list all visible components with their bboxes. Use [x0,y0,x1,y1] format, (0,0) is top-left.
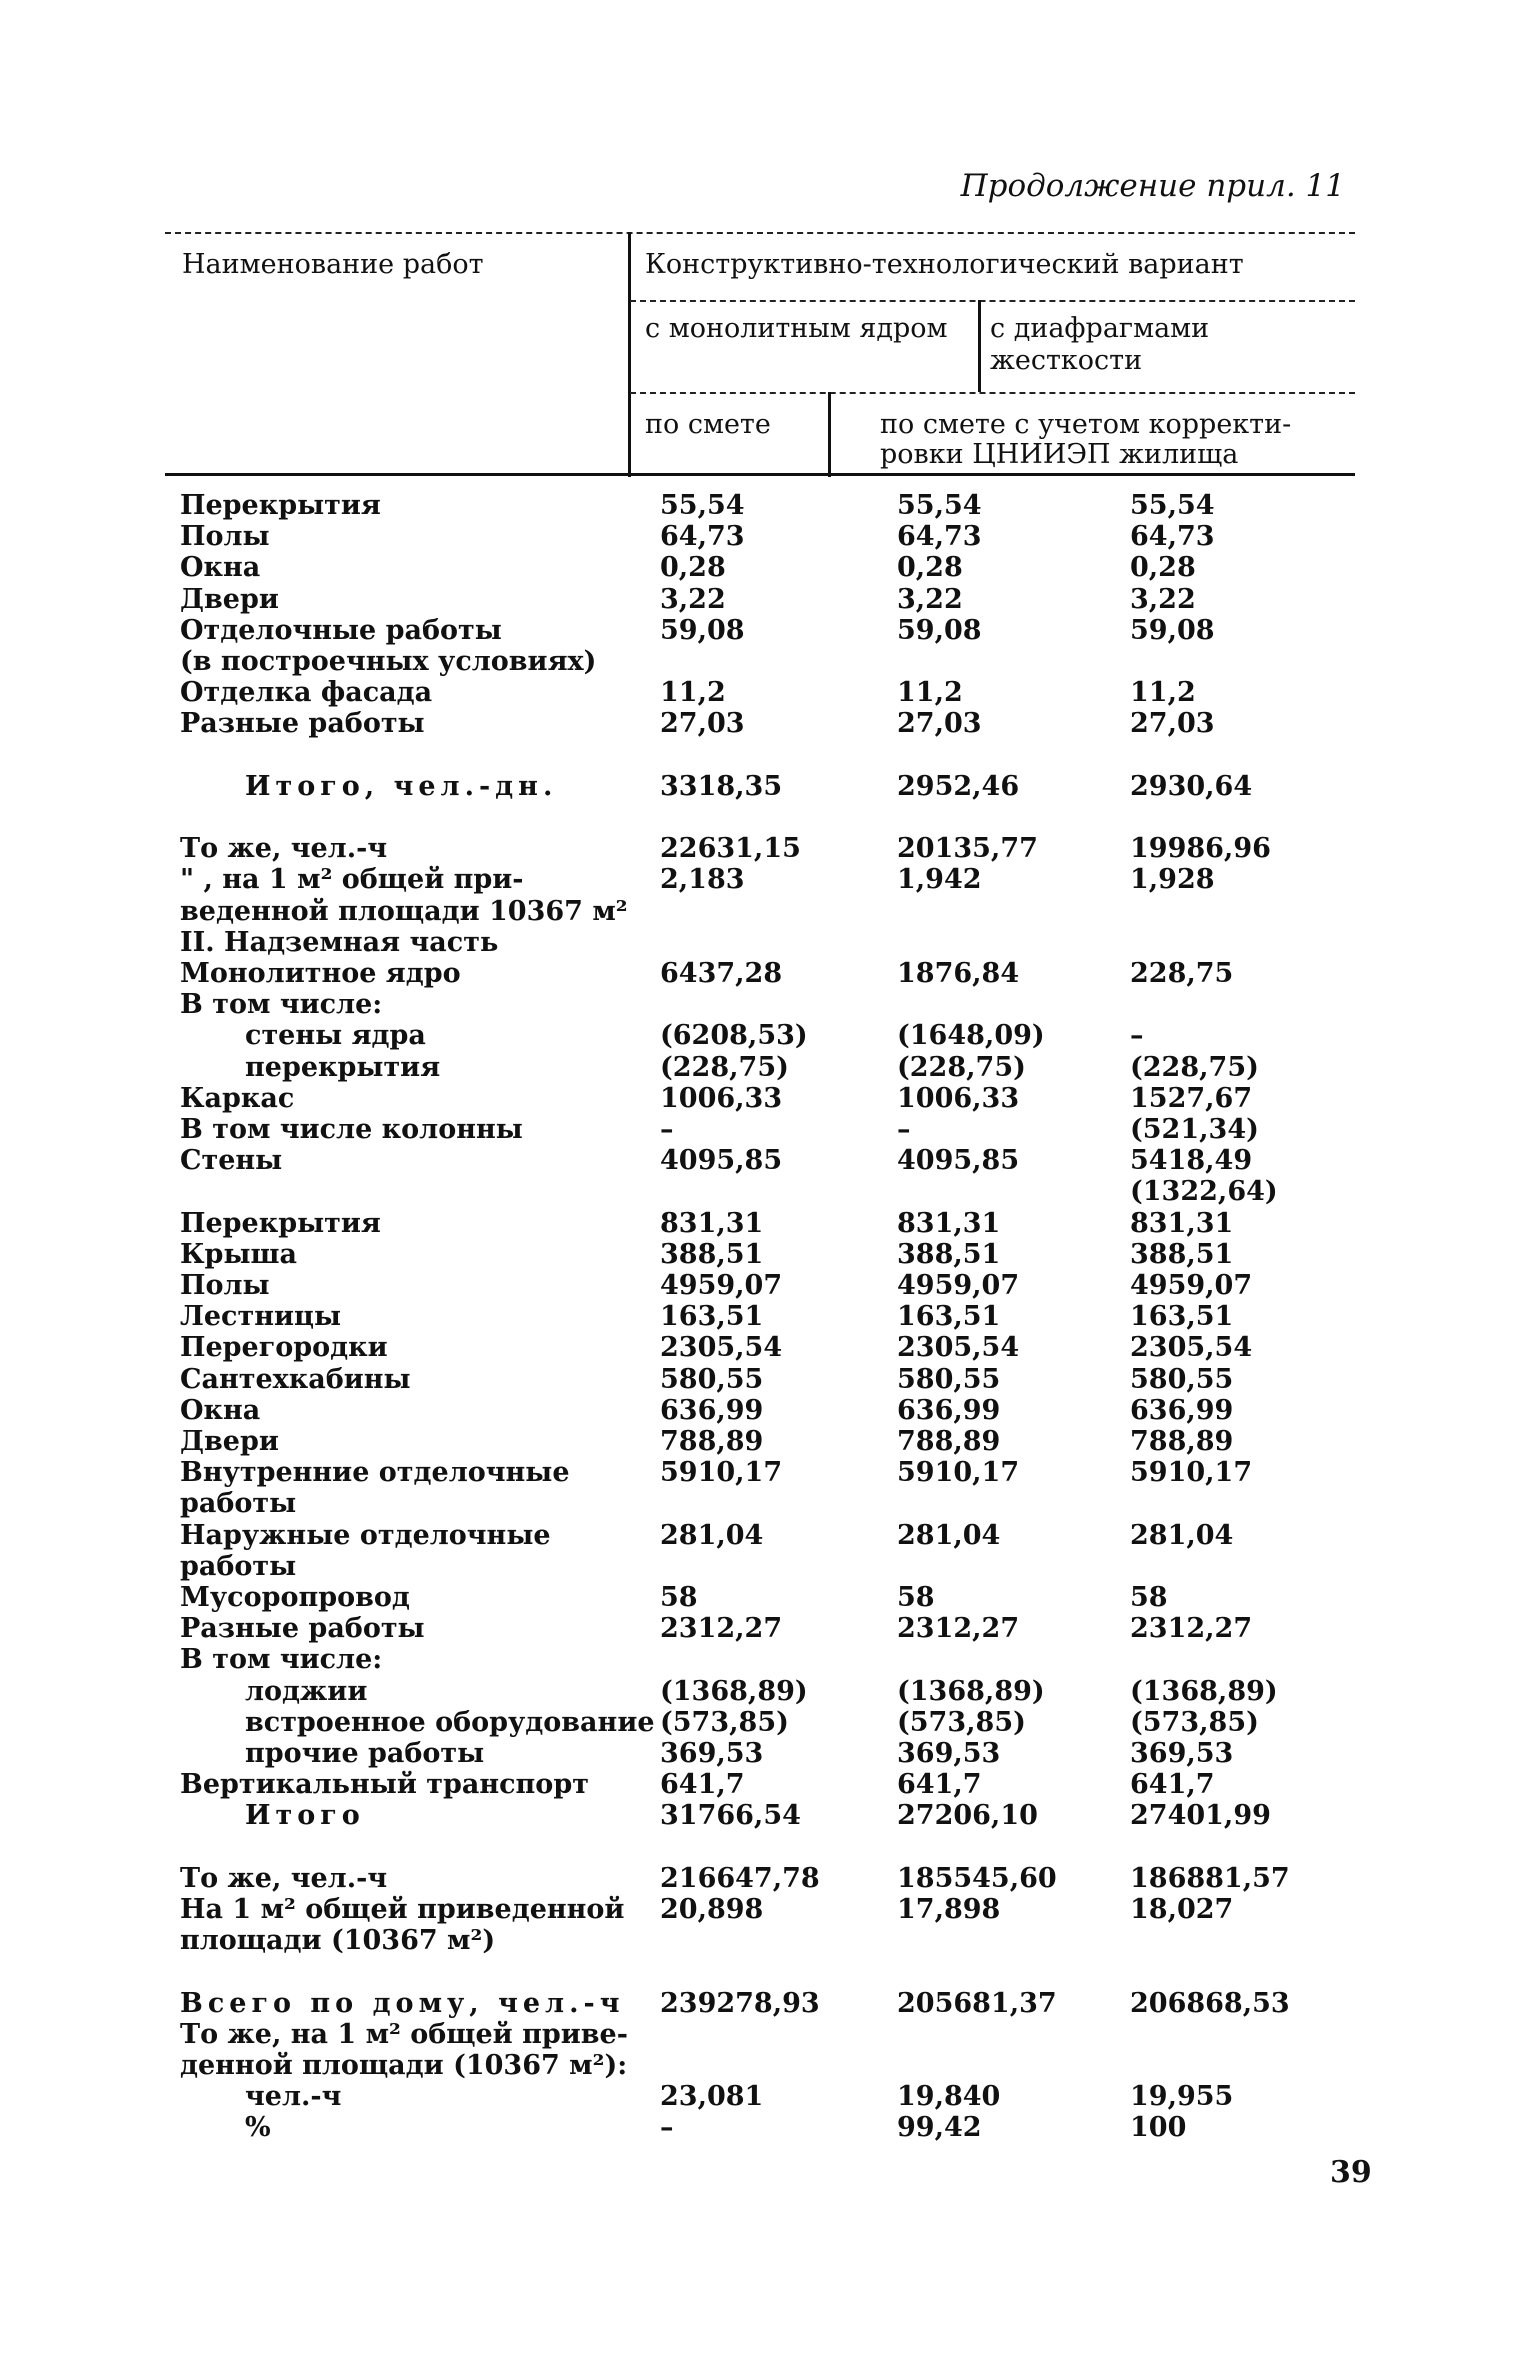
row-value-3: 5910,17 [1130,1457,1253,1489]
row-name: Отделочные работы [180,614,502,646]
row-value-3: 163,51 [1130,1301,1234,1333]
row-value-2: 205681,37 [897,1987,1057,2019]
table-row [0,1925,1535,1956]
row-name: Вертикальный транспорт [180,1769,589,1801]
table-row [0,927,1535,958]
row-value-1: 27,03 [660,708,745,740]
header-bottom-rule [165,473,1355,476]
row-name: В том числе: [180,1644,383,1676]
row-value-3: 4959,07 [1130,1270,1253,1301]
table-row [0,1145,1535,1176]
row-name: денной площади (10367 м²): [180,2050,628,2081]
table-row [0,1301,1535,1332]
row-name: встроенное оборудование [245,1706,655,1738]
table-row [0,646,1535,677]
row-name: Перегородки [180,1332,388,1364]
row-value-2: (573,85) [897,1706,1026,1738]
row-name: То же, на 1 м² общей приве- [180,2018,628,2050]
row-value-2: 19,840 [897,2081,1001,2113]
table-row [0,1769,1535,1800]
row-name: Перекрытия [180,1207,381,1239]
row-name: % [245,2112,271,2144]
row-name: Итого, чел.-дн. [245,770,558,802]
table-row [0,1083,1535,1114]
row-value-3: 228,75 [1130,958,1234,989]
row-name: площади (10367 м²) [180,1925,496,1957]
row-value-2: 369,53 [897,1738,1001,1769]
row-name: чел.-ч [245,2081,342,2113]
table-row [0,521,1535,552]
table-row [0,708,1535,739]
row-value-3: (228,75) [1130,1051,1259,1083]
row-value-2: 0,28 [897,552,963,584]
row-value-1: 20,898 [660,1894,764,1925]
table-row [0,1956,1535,1987]
table-row [0,1707,1535,1738]
row-value-3: 27401,99 [1130,1800,1271,1832]
row-value-3: 1527,67 [1130,1082,1253,1114]
row-value-3: (1368,89) [1130,1675,1278,1707]
table-row [0,1488,1535,1519]
row-name: Внутренние отделочные [180,1457,570,1489]
table-top-rule [165,232,1355,234]
table-row [0,1239,1535,1270]
row-value-2: 3,22 [897,583,963,615]
table-row [0,1520,1535,1551]
table-row [0,989,1535,1020]
row-value-1: 4959,07 [660,1270,783,1301]
table-row [0,584,1535,615]
table-row [0,677,1535,708]
row-value-2: 5910,17 [897,1457,1020,1489]
row-value-3: 186881,57 [1130,1862,1290,1894]
table-row [0,2112,1535,2143]
row-name: То же, чел.-ч [180,1862,388,1894]
row-name: Полы [180,1270,270,1301]
row-value-3: 2930,64 [1130,770,1253,802]
row-name: " , на 1 м² общей при- [180,864,524,896]
row-value-2: (1368,89) [897,1675,1045,1707]
table-row [0,802,1535,833]
row-value-1: (1368,89) [660,1675,808,1707]
row-name: Сантехкабины [180,1363,411,1395]
row-name: Окна [180,1394,261,1426]
table-row [0,1332,1535,1363]
table-row [0,1832,1535,1863]
row-name: Лестницы [180,1301,342,1333]
header-diaphragm-1: с диафрагмами [990,313,1210,344]
row-value-2: 55,54 [897,490,982,521]
row-value-3: (521,34) [1130,1114,1259,1145]
row-value-2: 64,73 [897,521,982,553]
table-row [0,771,1535,802]
table-row [0,896,1535,927]
row-value-3: 64,73 [1130,521,1215,553]
row-value-1: 31766,54 [660,1800,801,1832]
table-row [0,1582,1535,1613]
row-name: Двери [180,583,279,615]
row-value-1: 1006,33 [660,1082,783,1114]
row-name: Двери [180,1426,279,1457]
table-row [0,1114,1535,1145]
row-name: работы [180,1488,297,1520]
row-value-2: 99,42 [897,2112,982,2144]
row-value-2: 580,55 [897,1363,1001,1395]
row-value-1: 0,28 [660,552,726,584]
row-value-1: (573,85) [660,1706,789,1738]
row-value-3: 19,955 [1130,2081,1234,2113]
row-value-3: 636,99 [1130,1394,1234,1426]
row-value-1: 636,99 [660,1394,764,1426]
row-value-1: 216647,78 [660,1862,820,1894]
row-value-1: 64,73 [660,521,745,553]
table-row [0,552,1535,583]
row-value-3: 55,54 [1130,490,1215,521]
row-value-2: 636,99 [897,1394,1001,1426]
row-value-1: 23,081 [660,2081,764,2113]
header-diaphragm-2: жесткости [990,345,1143,376]
table-row [0,958,1535,989]
header-by-estimate-corr-2: ровки ЦНИИЭП жилища [880,439,1239,470]
row-value-3: 641,7 [1130,1769,1215,1801]
table-row [0,1364,1535,1395]
table-row [0,1676,1535,1707]
row-value-2: 2952,46 [897,770,1020,802]
row-value-1: 831,31 [660,1207,764,1239]
row-value-1: 4095,85 [660,1145,783,1177]
table-row [0,1613,1535,1644]
table-row [0,2019,1535,2050]
row-value-2: 1876,84 [897,958,1020,989]
table-row [0,1176,1535,1207]
row-name: Отделка фасада [180,677,433,709]
row-value-1: 163,51 [660,1301,764,1333]
row-name: В том числе колонны [180,1114,523,1145]
row-name: Разные работы [180,1613,425,1645]
row-value-3: 11,2 [1130,677,1196,709]
row-value-3: 100 [1130,2112,1187,2144]
row-value-1: 281,04 [660,1519,764,1551]
row-value-2: 641,7 [897,1769,982,1801]
row-value-1: 58 [660,1582,698,1613]
header-col-name: Наименование работ [182,249,484,280]
row-value-3: 18,027 [1130,1894,1234,1925]
table-row [0,2050,1535,2081]
row-value-3: 831,31 [1130,1207,1234,1239]
row-name: Полы [180,521,270,553]
row-name: Монолитное ядро [180,958,461,989]
row-value-2: (228,75) [897,1051,1026,1083]
page-number: 39 [1330,2155,1372,2190]
row-value-2: 185545,60 [897,1862,1057,1894]
row-value-3: 788,89 [1130,1426,1234,1457]
table-row [0,1894,1535,1925]
row-value-3: 388,51 [1130,1238,1234,1270]
row-value-2: 20135,77 [897,833,1038,865]
row-value-2: 2305,54 [897,1332,1020,1364]
table-row [0,1644,1535,1675]
row-value-2: 27206,10 [897,1800,1038,1832]
table-row [0,1208,1535,1239]
row-value-1: 6437,28 [660,958,783,989]
row-name: Крыша [180,1238,298,1270]
row-value-3: 27,03 [1130,708,1215,740]
row-value-3: 19986,96 [1130,833,1271,865]
header-by-estimate-corr-1: по смете с учетом корректи- [880,409,1292,440]
row-value-2: 27,03 [897,708,982,740]
row-value-1: 3318,35 [660,770,783,802]
row-value-2: 11,2 [897,677,963,709]
row-value-1: 5910,17 [660,1457,783,1489]
table-row [0,615,1535,646]
row-value-3: 281,04 [1130,1519,1234,1551]
row-value-1: 55,54 [660,490,745,521]
variant-rule [630,300,1355,302]
row-name: То же, чел.-ч [180,833,388,865]
row-value-2: 163,51 [897,1301,1001,1333]
row-value-1: – [660,2112,674,2144]
row-name: Окна [180,552,261,584]
row-value-2: 281,04 [897,1519,1001,1551]
row-name: Мусоропровод [180,1582,410,1613]
table-row [0,2081,1535,2112]
row-value-1: 388,51 [660,1238,764,1270]
row-value-3: – [1130,1020,1144,1052]
row-value-3: (1322,64) [1130,1176,1278,1208]
table-row [0,1738,1535,1769]
row-value-2: (1648,09) [897,1020,1045,1052]
table-row [0,490,1535,521]
row-value-2: 831,31 [897,1207,1001,1239]
row-value-3: 580,55 [1130,1363,1234,1395]
row-value-2: – [897,1114,911,1145]
row-value-3: 5418,49 [1130,1145,1253,1177]
row-value-3: 58 [1130,1582,1168,1613]
subvariant-divider [978,300,981,392]
table-row [0,833,1535,864]
row-value-1: 369,53 [660,1738,764,1769]
row-value-2: 17,898 [897,1894,1001,1925]
row-value-2: 4095,85 [897,1145,1020,1177]
row-value-1: 59,08 [660,614,745,646]
row-value-3: 2305,54 [1130,1332,1253,1364]
table-row [0,1052,1535,1083]
row-value-1: – [660,1114,674,1145]
row-value-3: 1,928 [1130,864,1215,896]
row-name: лоджии [245,1675,368,1707]
estimate-divider [828,392,831,477]
row-name: стены ядра [245,1020,426,1052]
row-value-3: 2312,27 [1130,1613,1253,1645]
row-value-2: 58 [897,1582,935,1613]
row-name: Стены [180,1145,283,1177]
row-name: (в построечных условиях) [180,646,597,677]
row-value-2: 4959,07 [897,1270,1020,1301]
row-value-1: 2305,54 [660,1332,783,1364]
table-row [0,1863,1535,1894]
row-value-2: 59,08 [897,614,982,646]
page-caption: Продолжение прил. 11 [960,168,1345,204]
header-monolith: с монолитным ядром [645,313,948,344]
header-vertical-divider [628,232,631,477]
table-row [0,740,1535,771]
row-name: прочие работы [245,1738,485,1769]
table-row [0,1020,1535,1051]
row-value-3: (573,85) [1130,1706,1259,1738]
row-name: работы [180,1550,297,1582]
row-value-1: 788,89 [660,1426,764,1457]
row-value-3: 0,28 [1130,552,1196,584]
row-value-2: 788,89 [897,1426,1001,1457]
table-row [0,1551,1535,1582]
table-row [0,1457,1535,1488]
row-value-1: 3,22 [660,583,726,615]
row-name: В том числе: [180,989,383,1021]
subvariant-rule [630,392,1355,394]
row-value-1: 2,183 [660,864,745,896]
row-value-1: (228,75) [660,1051,789,1083]
row-value-3: 206868,53 [1130,1987,1290,2019]
row-value-1: 2312,27 [660,1613,783,1645]
row-name: Разные работы [180,708,425,740]
row-value-1: 11,2 [660,677,726,709]
row-name: Всего по дому, чел.-ч [180,1987,625,2019]
row-value-2: 1,942 [897,864,982,896]
row-name: Перекрытия [180,490,381,521]
header-by-estimate: по смете [645,409,771,440]
row-value-1: 580,55 [660,1363,764,1395]
row-value-1: 641,7 [660,1769,745,1801]
row-value-2: 2312,27 [897,1613,1020,1645]
row-value-1: 239278,93 [660,1987,820,2019]
row-value-3: 3,22 [1130,583,1196,615]
row-value-3: 369,53 [1130,1738,1234,1769]
row-name: Итого [245,1800,365,1832]
table-row [0,1800,1535,1831]
row-value-1: 22631,15 [660,833,801,865]
row-value-2: 388,51 [897,1238,1001,1270]
table-row [0,1988,1535,2019]
header-variant: Конструктивно-технологический вариант [645,249,1244,280]
row-name: веденной площади 10367 м² [180,895,628,927]
table-row [0,1426,1535,1457]
row-name: На 1 м² общей приведенной [180,1894,625,1925]
row-name: Каркас [180,1082,295,1114]
row-name: перекрытия [245,1051,441,1083]
table-row [0,1395,1535,1426]
row-name: Наружные отделочные [180,1519,551,1551]
row-value-1: (6208,53) [660,1020,808,1052]
table-row [0,1270,1535,1301]
row-value-2: 1006,33 [897,1082,1020,1114]
table-row [0,864,1535,895]
row-name: II. Надземная часть [180,926,499,958]
row-value-3: 59,08 [1130,614,1215,646]
